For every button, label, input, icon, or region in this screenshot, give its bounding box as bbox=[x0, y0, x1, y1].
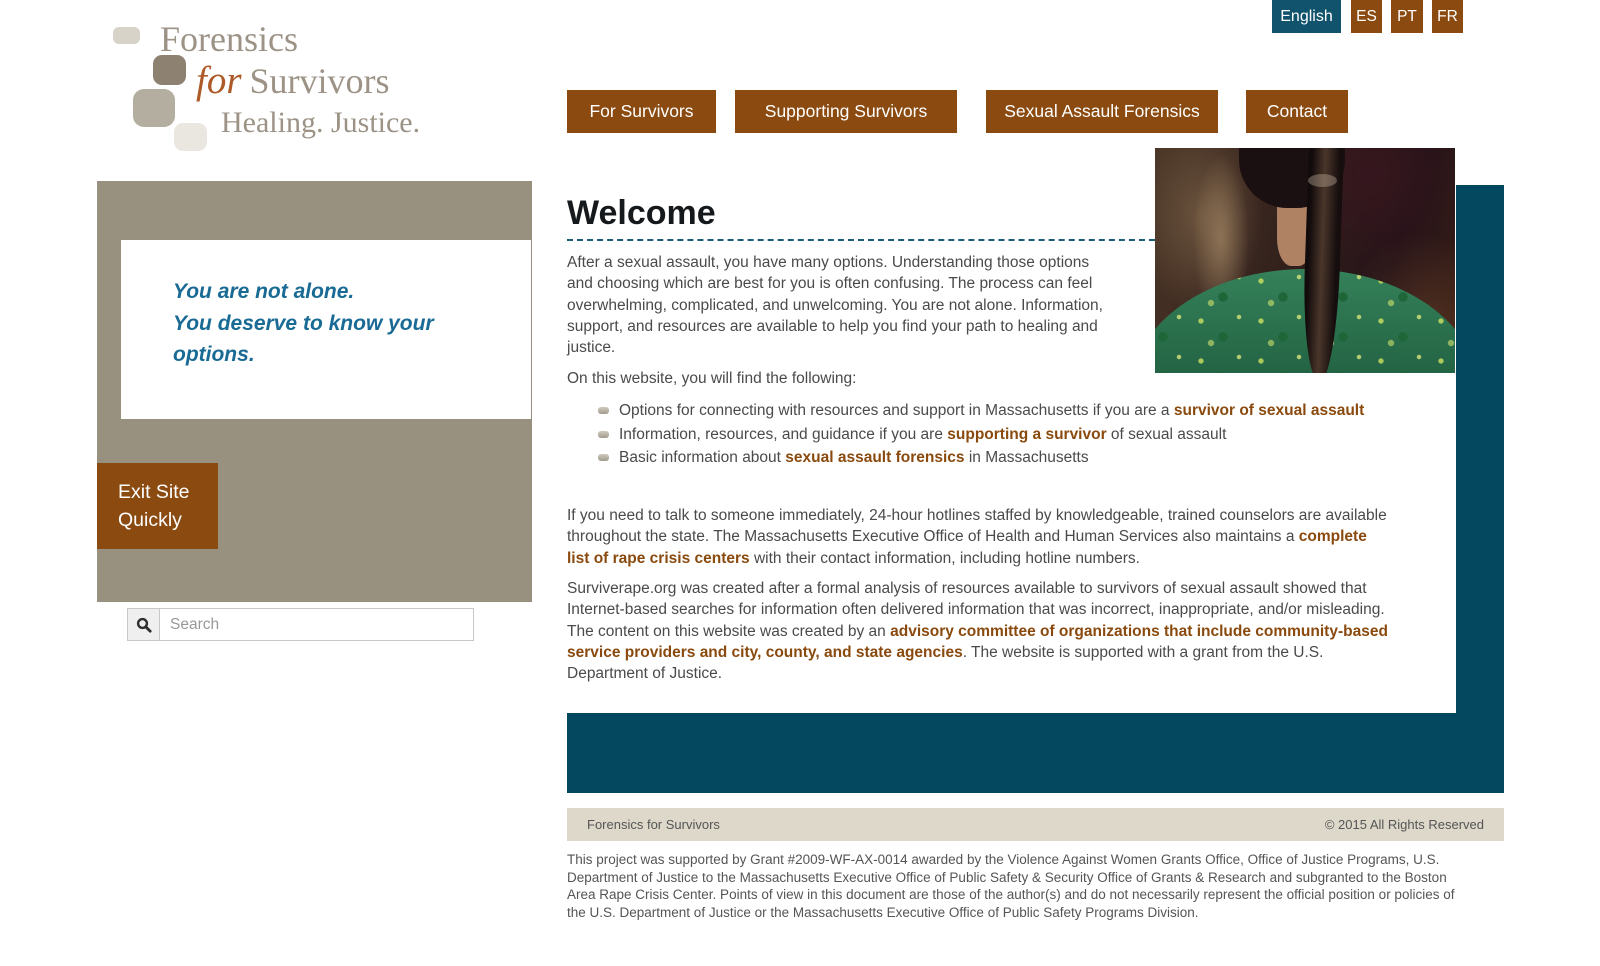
language-button-es[interactable]: ES bbox=[1351, 0, 1382, 33]
welcome-section-header bbox=[567, 192, 1155, 241]
paragraph-text: . The website is supported with a grant from the U.S. Department of Justice. bbox=[567, 643, 1324, 683]
list-item bbox=[567, 399, 1390, 423]
teal-right-panel bbox=[1456, 185, 1504, 793]
nav-contact[interactable]: Contact bbox=[1246, 90, 1348, 133]
hotlines-paragraph bbox=[567, 505, 1390, 569]
footer-copyright: © 2015 All Rights Reserved bbox=[1324, 817, 1484, 832]
page-title: Welcome bbox=[567, 194, 716, 232]
site-logo[interactable] bbox=[108, 10, 428, 155]
list-item-text: of sexual assault bbox=[1106, 425, 1227, 443]
search-box bbox=[127, 608, 474, 641]
rape-crisis-centers-link[interactable]: complete list of rape crisis centers bbox=[567, 528, 1367, 567]
exit-site-quickly-button[interactable]: Exit Site Quickly bbox=[97, 463, 218, 549]
paragraph-text: If you need to talk to someone immediately, 24-hour hotlines staffed by knowledgeable, trained counselors are available throughout the state. The Massachusetts Executive Office of Health and Human Services also maintains a bbox=[567, 507, 1387, 546]
advisory-committee-link[interactable]: advisory committee of organizations that include community-based service providers and city, county, and state agencies bbox=[567, 622, 1388, 661]
quote-text bbox=[173, 276, 473, 371]
site-features-list bbox=[567, 399, 1390, 470]
logo-line-for-survivors bbox=[196, 58, 390, 103]
logo-square-icon bbox=[133, 89, 175, 127]
logo-line-forensics: Forensics bbox=[160, 19, 298, 59]
search-input[interactable] bbox=[160, 609, 473, 640]
quote-line-2: You deserve to know your options. bbox=[173, 311, 434, 366]
language-button-english[interactable]: English bbox=[1272, 0, 1341, 33]
bullet-icon bbox=[598, 431, 609, 438]
paragraph-text: Surviverape.org was created after a formal analysis of resources available to survivors of sexual assault showed that Internet-based searches for information often delivered information that was incorrect, inappropriate, and/or misleading. The content on this website was created by an bbox=[567, 580, 1385, 640]
footer-bar bbox=[567, 808, 1504, 841]
language-button-fr[interactable]: FR bbox=[1432, 0, 1463, 33]
list-intro-paragraph: On this website, you will find the following: bbox=[567, 370, 857, 387]
logo-word-for: for bbox=[196, 59, 242, 102]
logo-tagline: Healing. Justice. bbox=[221, 106, 421, 139]
footer-site-name: Forensics for Survivors bbox=[587, 817, 720, 832]
paragraph-text: with their contact information, including hotline numbers. bbox=[749, 549, 1140, 567]
list-item-text: Basic information about bbox=[619, 449, 786, 466]
intro-paragraph: After a sexual assault, you have many options. Understanding those options and choosing which are best for you is often confusing. The process can feel overwhelming, complicated, and unwelcoming. You are not alone. Information, support, and resources are available to help you find your path to healing and justice. bbox=[567, 254, 1103, 357]
survivor-photo bbox=[1155, 148, 1455, 373]
logo-word-survivors: Survivors bbox=[249, 61, 390, 101]
logo-square-icon bbox=[174, 123, 207, 151]
list-item bbox=[567, 423, 1390, 447]
grant-disclaimer: This project was supported by Grant #2009-WF-AX-0014 awarded by the Violence Against Women Grants Office, Office of Justice Programs, U.S. Department of Justice to the Massachusetts Executive Office of Public Safety & Security Office of Grants & Research and subgranted to the Boston Area Rape Crisis Center. Points of view in this document are those of the author(s) and do not necessarily represent the official position or policies of the U.S. Department of Justice or the Massachusetts Executive Office of Public Safety Programs Division. bbox=[567, 852, 1455, 920]
nav-supporting-survivors[interactable]: Supporting Survivors bbox=[735, 90, 957, 133]
nav-sexual-assault-forensics[interactable]: Sexual Assault Forensics bbox=[986, 90, 1218, 133]
quote-line-1: You are not alone. bbox=[173, 280, 355, 303]
photo-hair-highlight bbox=[1308, 174, 1337, 187]
bullet-icon bbox=[598, 407, 609, 414]
language-button-pt[interactable]: PT bbox=[1391, 0, 1423, 33]
quote-card bbox=[121, 240, 531, 419]
list-item-text: in Massachusetts bbox=[964, 449, 1089, 466]
sexual-assault-forensics-link[interactable]: sexual assault forensics bbox=[785, 449, 965, 466]
nav-for-survivors[interactable]: For Survivors bbox=[567, 90, 716, 133]
survivor-of-sexual-assault-link[interactable]: survivor of sexual assault bbox=[1173, 402, 1365, 419]
bullet-icon bbox=[598, 454, 609, 461]
about-site-paragraph bbox=[567, 578, 1390, 684]
search-icon bbox=[136, 617, 152, 633]
logo-square-icon bbox=[113, 27, 140, 44]
supporting-a-survivor-link[interactable]: supporting a survivor bbox=[947, 425, 1107, 443]
list-item bbox=[567, 446, 1390, 470]
search-submit-button[interactable] bbox=[128, 609, 160, 640]
list-item-text: Options for connecting with resources and support in Massachusetts if you are a bbox=[619, 402, 1174, 419]
teal-bottom-panel bbox=[567, 713, 1504, 793]
list-item-text: Information, resources, and guidance if you are bbox=[619, 425, 948, 443]
